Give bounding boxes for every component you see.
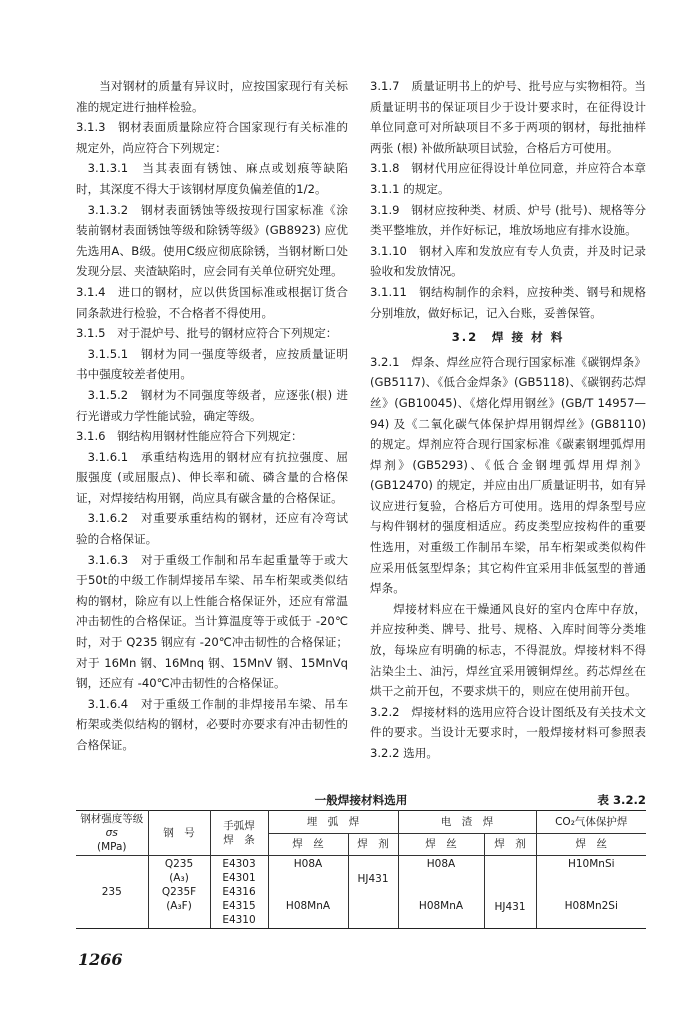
clause-3-1-6-4: 3.1.6.4 对于重级工作制的非焊接吊车梁、吊车桁架或类似结构的钢材，必要时亦要求有冲击韧性的合格保证。: [76, 696, 348, 752]
clause-3-1-3-2: 3.1.3.2 钢材表面锈蚀等级按现行国家标准《涂装前钢材表面锈蚀等级和除锈等级》(GB8923) 应优先选用A、B级。使用C级应彻底除锈，当钢材断口处发现分层、夹渣缺陷时，应会同有关单位研究处理。: [76, 202, 348, 279]
clause-3-1-6-3: 3.1.6.3 对于重级工作制和吊车起重量等于或大于50t的中级工作制焊接吊车梁、吊车桁架或类似结构的钢材，除应有以上性能合格保证外，还应有常温冲击韧性的合格保证。当计算温度等于或低于 -20℃时，对于 Q235 钢应有 -20℃冲击韧性的合格保证；对于 16Mn 钢、16Mnq 钢、15MnV 钢、15MnVq 钢，还应有 -40℃冲击韧性的合格保证。: [76, 552, 348, 691]
header-strength-grade: 钢材强度等级 σs (MPa): [76, 811, 148, 856]
clause-3-1-7: 3.1.7 质量证明书上的炉号、批号应与实物相符。当质量证明书的保证项目少于设计要求时，在征得设计单位同意可对所缺项目不多于两项的钢材，每批抽样两张 (根) 补做所缺项目试验，合格后方可使用。: [370, 79, 646, 155]
header-submerged-arc: 埋 弧 焊: [268, 811, 398, 834]
cell-grade: 235: [76, 856, 148, 929]
header-electroslag: 电 渣 焊: [398, 811, 536, 834]
header-co2-wire: 焊 丝: [536, 833, 646, 856]
clause-3-1-10: 3.1.10 钢材入库和发放应有专人负责，并及时记录验收和发放情况。: [370, 243, 646, 279]
cell-esw-flux: HJ431: [484, 856, 536, 929]
right-column: [370, 76, 646, 764]
table-caption: [76, 792, 646, 810]
paragraph-quality-dispute: 当对钢材的质量有异议时，应按国家现行有关标准的规定进行抽样检验。: [76, 79, 348, 114]
clause-3-1-6-1: 3.1.6.1 承重结构选用的钢材应有抗拉强度、屈服强度 (或屈服点)、伸长率和硫、磷含量的合格保证，对焊接结构用钢，尚应具有碳含量的合格保证。: [76, 449, 348, 505]
header-steel-grade: 钢 号: [148, 811, 210, 856]
header-esw-wire: 焊 丝: [398, 833, 484, 856]
table-row: [76, 856, 646, 929]
clause-3-1-11: 3.1.11 钢结构制作的余料，应按种类、钢号和规格分别堆放，做好标记，记入台账，妥善保管。: [370, 284, 646, 320]
clause-3-1-9: 3.1.9 钢材应按种类、材质、炉号 (批号)、规格等分类平整堆放，并作好标记，堆放场地应有排水设施。: [370, 202, 646, 238]
page-number: 1266: [78, 950, 123, 969]
clause-3-1-3: 3.1.3 钢材表面质量除应符合国家现行有关标准的规定外，尚应符合下列规定：: [76, 120, 348, 155]
clause-3-1-5-1: 3.1.5.1 钢材为同一强度等级者，应按质量证明书中强度较差者使用。: [76, 346, 348, 382]
clause-3-1-6-2: 3.1.6.2 对重要承重结构的钢材，还应有冷弯试验的合格保证。: [76, 511, 348, 547]
welding-materials-table: [76, 810, 646, 929]
section-heading-3-2: 3.2 焊 接 材 料: [451, 330, 565, 345]
left-column: [76, 76, 348, 756]
header-co2-shielded: CO₂气体保护焊: [536, 811, 646, 834]
cell-saw-flux: HJ431: [348, 856, 398, 929]
clause-3-1-6: 3.1.6 钢结构用钢材性能应符合下列规定：: [76, 429, 303, 444]
header-saw-flux: 焊 剂: [348, 833, 398, 856]
header-saw-wire: 焊 丝: [268, 833, 348, 856]
clause-3-1-5-2: 3.1.5.2 钢材为不同强度等级者，应逐张(根) 进行光谱或力学性能试验，确定等级。: [76, 387, 348, 423]
paragraph-storage: 焊接材料应在干燥通风良好的室内仓库中存放，并应按种类、牌号、批号、规格、入库时间等分类堆放，每垛应有明确的标志，不得混放。焊接材料不得沾染尘土、油污，焊丝宜采用镀铜焊丝。药芯焊丝在烘干之前开包，不要求烘干的，则应在使用前开包。: [370, 601, 646, 699]
clause-3-1-5: 3.1.5 对于混炉号、批号的钢材应符合下列规定：: [76, 326, 338, 341]
cell-co2-wires: H10MnSi H08Mn2Si: [536, 856, 646, 929]
cell-esw-wires: H08A H08MnA: [398, 856, 484, 929]
clause-3-1-4: 3.1.4 进口的钢材，应以供货国标准或根据订货合同条款进行检验，不合格者不得使用。: [76, 284, 348, 320]
clause-3-2-2: 3.2.2 焊接材料的选用应符合设计图纸及有关技术文件的要求。当设计无要求时，一般焊接材料可参照表 3.2.2 选用。: [370, 704, 646, 760]
header-esw-flux: 焊 剂: [484, 833, 536, 856]
table-number: 表 3.2.2: [597, 793, 646, 807]
clause-3-1-3-1: 3.1.3.1 当其表面有锈蚀、麻点或划痕等缺陷时，其深度不得大于该钢材厚度负偏差值的1/2。: [76, 161, 348, 196]
cell-electrodes: E4303 E4301 E4316 E4315 E4310: [210, 856, 268, 929]
cell-saw-wires: H08A H08MnA: [268, 856, 348, 929]
clause-3-1-8: 3.1.8 钢材代用应征得设计单位同意，并应符合本章 3.1.1 的规定。: [370, 161, 646, 196]
cell-steels: Q235 (A₃) Q235F (A₃F): [148, 856, 210, 929]
table-title: 一般焊接材料选用: [314, 793, 408, 807]
header-electrode: 手弧焊 焊 条: [210, 811, 268, 856]
clause-3-2-1: 3.2.1 焊条、焊丝应符合现行国家标准《碳钢焊条》(GB5117)、《低合金焊条》(GB5118)、《碳钢药芯焊丝》(GB10045)、《熔化焊用钢丝》(GB/T 14957—94) 及《二氧化碳气体保护焊用钢焊丝》(GB8110) 的规定。焊剂应符合现行国家标准《碳素钢埋弧焊用焊剂》(GB5293)、《低合金钢埋弧焊用焊剂》(GB12470) 的规定，并应由出厂质量证明书，如有异议应进行复验，合格后方可使用。选用的焊条型号应与构件钢材的强度相适应。药皮类型应按构件的重要性选用，对重级工作制吊车梁，吊车桁架或类似构件应采用低氢型焊条；其它构件宜采用非低氢型的普通焊条。: [370, 354, 646, 596]
